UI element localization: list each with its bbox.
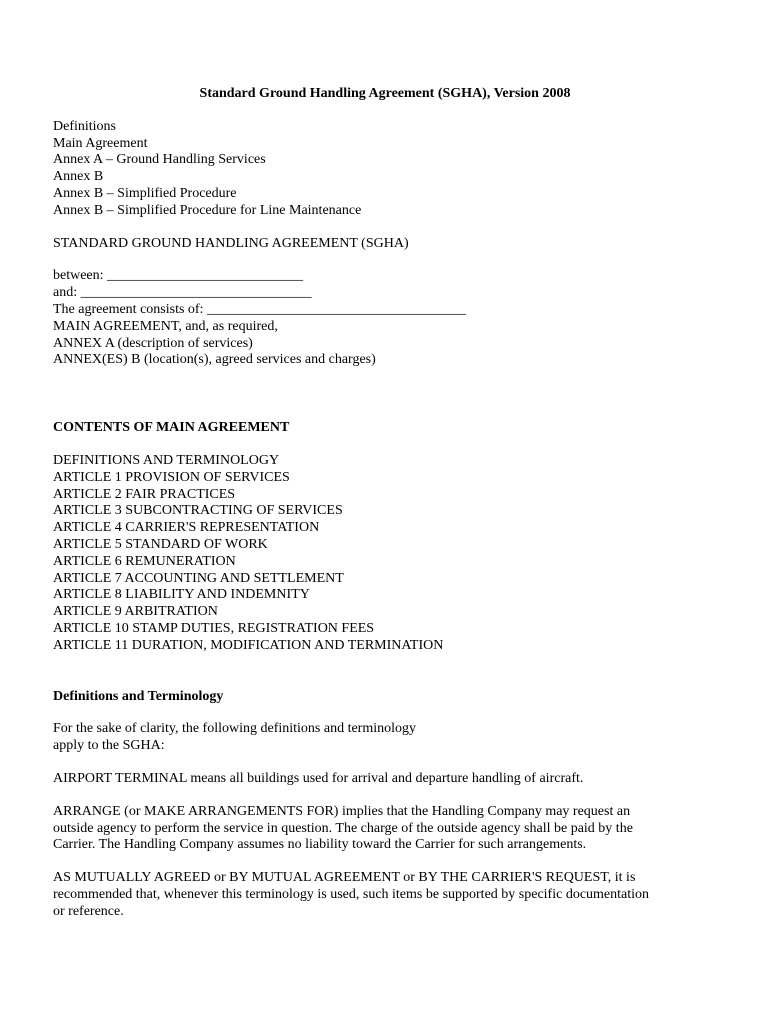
consists-field: The agreement consists of: _____________________________________: [53, 301, 466, 317]
contents-heading: CONTENTS OF MAIN AGREEMENT: [53, 420, 290, 436]
document-body: [53, 86, 723, 920]
definition-line: AS MUTUALLY AGREED or BY MUTUAL AGREEMENT or BY THE CARRIER'S REQUEST, it is: [53, 870, 636, 886]
definition-line: recommended that, whenever this terminology is used, such items be supported by specific documentation: [53, 886, 650, 902]
annex-a-line: ANNEX A (description of services): [53, 335, 253, 351]
definition-line: Carrier. The Handling Company assumes no liability toward the Carrier for such arrangements.: [53, 837, 587, 853]
toc-item: Main Agreement: [53, 135, 148, 151]
definition-line: or reference.: [53, 903, 124, 919]
intro-line: For the sake of clarity, the following definitions and terminology: [53, 721, 417, 737]
between-field: between: ____________________________: [53, 268, 304, 284]
contents-list: [53, 453, 723, 655]
definition-line: outside agency to perform the service in question. The charge of the outside agency shall be paid by the: [53, 820, 633, 836]
definition-airport-terminal: AIRPORT TERMINAL means all buildings used for arrival and departure handling of aircraft.: [53, 770, 584, 786]
contents-item: ARTICLE 10 STAMP DUTIES, REGISTRATION FEES: [53, 620, 375, 636]
contents-item: ARTICLE 9 ARBITRATION: [53, 604, 218, 620]
toc-item: Annex B: [53, 169, 104, 185]
definition-line: ARRANGE (or MAKE ARRANGEMENTS FOR) implies that the Handling Company may request an: [53, 803, 631, 819]
contents-item: DEFINITIONS AND TERMINOLOGY: [53, 452, 280, 468]
contents-item: ARTICLE 11 DURATION, MODIFICATION AND TERMINATION: [53, 637, 444, 653]
parties-section: [53, 268, 723, 369]
contents-item: ARTICLE 3 SUBCONTRACTING OF SERVICES: [53, 503, 343, 519]
annex-b-line: ANNEX(ES) B (location(s), agreed services and charges): [53, 352, 376, 368]
contents-item: ARTICLE 7 ACCOUNTING AND SETTLEMENT: [53, 570, 344, 586]
definition-mutually-agreed: [53, 870, 723, 920]
agreement-heading: STANDARD GROUND HANDLING AGREEMENT (SGHA): [53, 235, 409, 251]
contents-item: ARTICLE 5 STANDARD OF WORK: [53, 536, 268, 552]
main-agreement-line: MAIN AGREEMENT, and, as required,: [53, 318, 278, 334]
definitions-intro: [53, 721, 723, 755]
intro-line: apply to the SGHA:: [53, 738, 165, 754]
definitions-heading: Definitions and Terminology: [53, 688, 224, 704]
contents-item: ARTICLE 1 PROVISION OF SERVICES: [53, 469, 290, 485]
contents-item: ARTICLE 2 FAIR PRACTICES: [53, 486, 236, 502]
toc-item: Definitions: [53, 118, 116, 134]
definition-arrange: [53, 804, 723, 854]
document-title: Standard Ground Handling Agreement (SGHA), Version 2008: [199, 86, 571, 101]
contents-item: ARTICLE 6 REMUNERATION: [53, 553, 236, 569]
toc-item: Annex A – Ground Handling Services: [53, 152, 266, 168]
table-of-contents: [53, 119, 723, 220]
toc-item: Annex B – Simplified Procedure for Line Maintenance: [53, 202, 362, 218]
toc-item: Annex B – Simplified Procedure: [53, 185, 237, 201]
and-field: and: _________________________________: [53, 285, 312, 301]
contents-item: ARTICLE 4 CARRIER'S REPRESENTATION: [53, 520, 320, 536]
contents-item: ARTICLE 8 LIABILITY AND INDEMNITY: [53, 587, 310, 603]
